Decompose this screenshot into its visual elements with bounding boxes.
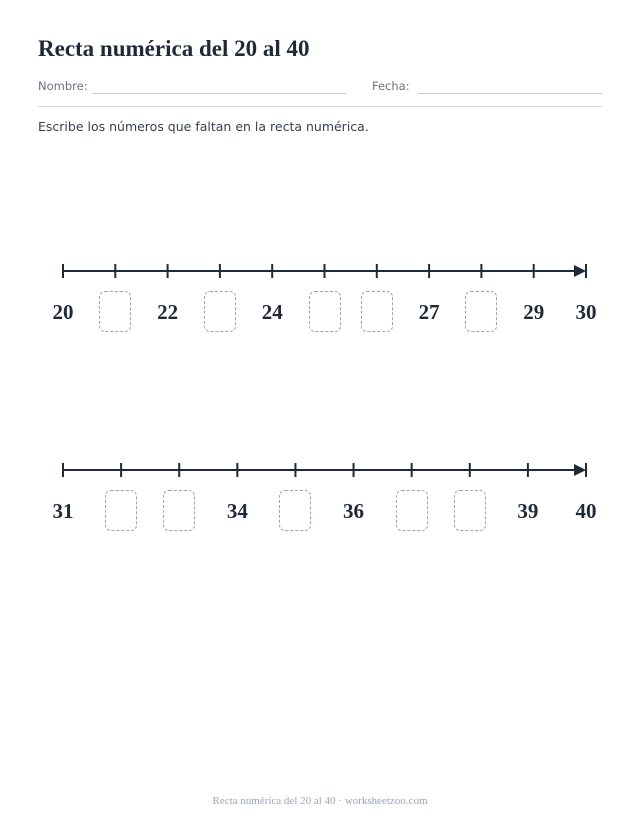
tick-label: 20 — [52, 300, 74, 324]
answer-box[interactable] — [396, 490, 428, 531]
answer-box[interactable] — [454, 490, 486, 531]
tick-label: 29 — [523, 300, 545, 324]
tick-label: 30 — [575, 300, 597, 324]
instructions-text: Escribe los números que faltan en la recta numérica. — [38, 119, 369, 134]
number-line-axis — [0, 449, 640, 489]
date-field[interactable] — [418, 93, 602, 94]
answer-box[interactable] — [204, 291, 236, 332]
answer-box[interactable] — [105, 490, 137, 531]
tick-label: 36 — [343, 499, 365, 523]
name-label: Nombre: — [38, 79, 88, 93]
tick-label: 39 — [517, 499, 539, 523]
tick-label: 31 — [52, 499, 74, 523]
answer-box[interactable] — [465, 291, 497, 332]
footer-text: Recta numérica del 20 al 40 · worksheetzoo.com — [212, 795, 428, 807]
number-line-20-30 — [0, 250, 640, 330]
answer-box[interactable] — [163, 490, 195, 531]
number-line-axis — [0, 250, 640, 290]
answer-box[interactable] — [279, 490, 311, 531]
tick-label: 24 — [261, 300, 283, 324]
number-line-31-40 — [0, 449, 640, 529]
tick-label: 34 — [226, 499, 248, 523]
answer-box[interactable] — [99, 291, 131, 332]
worksheet-title: Recta numérica del 20 al 40 — [38, 36, 310, 61]
answer-box[interactable] — [361, 291, 393, 332]
tick-label: 22 — [157, 300, 179, 324]
tick-label: 27 — [418, 300, 440, 324]
name-field[interactable] — [92, 93, 346, 94]
arrow-head-icon — [574, 265, 586, 277]
arrow-head-icon — [574, 464, 586, 476]
tick-label: 40 — [575, 499, 597, 523]
name-date-row — [38, 79, 602, 99]
header-divider — [38, 106, 602, 107]
answer-box[interactable] — [309, 291, 341, 332]
date-label: Fecha: — [372, 79, 410, 93]
